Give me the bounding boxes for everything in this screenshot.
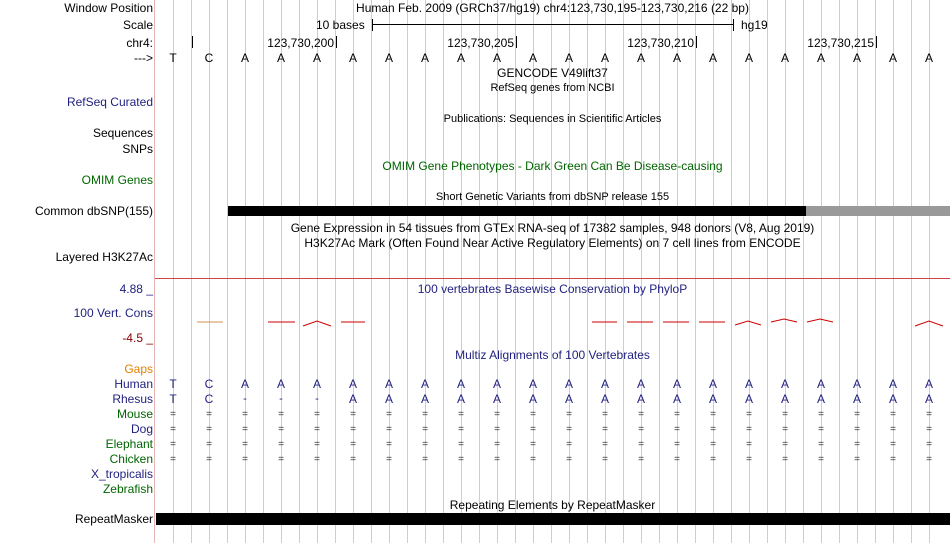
identity-marker: = [314,424,320,435]
identity-marker: = [746,409,752,420]
rhesus-base: C [204,392,214,406]
sequences-track-label[interactable]: Sequences [92,126,153,140]
identity-marker: = [746,439,752,450]
phylop-max-value: 4.88 _ [119,282,153,296]
identity-marker: = [638,454,644,465]
rhesus-base: - [279,393,283,405]
human-base: A [816,377,825,391]
sequence-base: A [384,51,393,65]
identity-marker: = [890,409,896,420]
zebrafish-species-label[interactable]: Zebrafish [102,482,153,496]
rhesus-base: A [744,392,753,406]
identity-marker: = [458,424,464,435]
human-base: A [636,377,645,391]
phylop-signal [155,312,950,332]
rhesus-base: A [852,392,861,406]
identity-marker: = [746,424,752,435]
identity-marker: = [458,454,464,465]
human-base: A [420,377,429,391]
omim-track-label[interactable]: OMIM Genes [81,173,153,187]
identity-marker: = [818,409,824,420]
phylop-peak [771,319,797,322]
identity-marker: = [206,439,212,450]
rhesus-base: A [672,392,681,406]
identity-marker: = [386,454,392,465]
phylop-peak [807,319,833,322]
identity-marker: = [278,439,284,450]
sequence-base: A [924,51,933,65]
identity-marker: = [494,409,500,420]
scale-bar [372,24,733,25]
identity-marker: = [710,439,716,450]
identity-marker: = [674,409,680,420]
ruler-tick [336,36,337,48]
identity-marker: = [278,424,284,435]
window-position-label: Window Position [64,1,153,15]
publications-track-title[interactable]: Publications: Sequences in Scientific Articles [443,113,662,125]
identity-marker: = [710,409,716,420]
sequence-base: A [708,51,717,65]
chrom-label: chr4: [126,36,153,50]
identity-marker: = [674,424,680,435]
identity-marker: = [926,439,932,450]
sequence-base: A [744,51,753,65]
sequence-base: T [169,51,177,65]
scale-bar-right-tick [733,19,734,31]
phylop-track-title[interactable]: 100 vertebrates Basewise Conservation by PhyloP [417,282,688,296]
identity-marker: = [206,409,212,420]
identity-marker: = [566,454,572,465]
phylop-peak [915,321,943,326]
ruler-tick [696,36,697,48]
identity-marker: = [638,424,644,435]
identity-marker: = [242,424,248,435]
identity-marker: = [530,454,536,465]
ruler-position-label: 123,730,215 [807,36,874,50]
identity-marker: = [818,424,824,435]
repeatmasker-track-title[interactable]: Repeating Elements by RepeatMasker [449,498,656,512]
rhesus-base: A [528,392,537,406]
sequence-base: A [672,51,681,65]
human-base: A [276,377,285,391]
identity-marker: = [386,424,392,435]
identity-marker: = [278,454,284,465]
identity-marker: = [170,439,176,450]
human-base: A [312,377,321,391]
identity-marker: = [350,409,356,420]
identity-marker: = [314,454,320,465]
identity-marker: = [242,439,248,450]
ruler-tick [876,36,877,48]
rhesus-base: A [600,392,609,406]
rhesus-base: - [243,393,247,405]
human-base: A [600,377,609,391]
conservation-track-label[interactable]: 100 Vert. Cons [73,306,153,320]
rhesus-base: A [924,392,933,406]
human-base: A [456,377,465,391]
omim-track-title[interactable]: OMIM Gene Phenotypes - Dark Green Can Be Disease-causing [382,159,723,173]
human-base: A [240,377,249,391]
ruler-tick [192,36,193,48]
identity-marker: = [530,409,536,420]
identity-marker: = [782,409,788,420]
identity-marker: = [710,454,716,465]
identity-marker: = [926,409,932,420]
dbsnp-track-label[interactable]: Common dbSNP(155) [34,204,153,218]
multiz-track-title[interactable]: Multiz Alignments of 100 Vertebrates [455,348,650,362]
scale-bar-left-tick [372,19,373,31]
identity-marker: = [710,424,716,435]
identity-marker: = [170,424,176,435]
identity-marker: = [458,409,464,420]
sequence-base: A [528,51,537,65]
identity-marker: = [566,409,572,420]
gencode-track-title[interactable]: GENCODE V49lift37 [497,66,608,80]
scale-label: Scale [122,18,153,32]
sequence-base: A [492,51,501,65]
identity-marker: = [890,439,896,450]
sequence-base: A [888,51,897,65]
sequence-base: A [564,51,573,65]
chicken-species-label[interactable]: Chicken [109,452,153,466]
identity-marker: = [566,424,572,435]
ruler-position-label: 123,730,200 [267,36,334,50]
gaps-track-label[interactable]: Gaps [124,362,153,376]
identity-marker: = [242,409,248,420]
identity-marker: = [602,424,608,435]
mouse-species-label[interactable]: Mouse [116,407,153,421]
human-base: A [744,377,753,391]
rhesus-base: A [348,392,357,406]
sequence-base: A [348,51,357,65]
human-base: A [672,377,681,391]
scale-bases-text: 10 bases [316,18,365,32]
refseq-track-label[interactable]: RefSeq Curated [66,95,153,109]
sequence-base: A [312,51,321,65]
sequence-base: A [456,51,465,65]
identity-marker: = [782,454,788,465]
human-base: A [384,377,393,391]
identity-marker: = [350,424,356,435]
human-base: A [924,377,933,391]
identity-marker: = [854,439,860,450]
sequence-base: A [600,51,609,65]
identity-marker: = [782,424,788,435]
human-base: A [528,377,537,391]
gtex-track-title[interactable]: Gene Expression in 54 tissues from GTEx RNA-seq of 17382 samples, 948 donors (V8, Aug 2019) [290,221,815,235]
identity-marker: = [422,454,428,465]
identity-marker: = [782,439,788,450]
identity-marker: = [566,439,572,450]
identity-marker: = [602,409,608,420]
identity-marker: = [890,454,896,465]
rhesus-species-label[interactable]: Rhesus [112,392,153,406]
human-base: A [708,377,717,391]
x-tropicalis-species-label[interactable]: X_tropicalis [90,467,153,481]
identity-marker: = [170,409,176,420]
rhesus-base: A [420,392,429,406]
identity-marker: = [314,439,320,450]
identity-marker: = [674,439,680,450]
identity-marker: = [818,439,824,450]
identity-marker: = [530,439,536,450]
identity-marker: = [926,454,932,465]
human-base: A [780,377,789,391]
identity-marker: = [422,409,428,420]
identity-marker: = [530,424,536,435]
identity-marker: = [206,454,212,465]
human-base: A [348,377,357,391]
identity-marker: = [854,424,860,435]
dbsnp-track-title[interactable]: Short Genetic Variants from dbSNP release 155 [435,191,670,203]
human-base: A [888,377,897,391]
identity-marker: = [818,454,824,465]
sequence-base: A [240,51,249,65]
identity-marker: = [314,409,320,420]
refseq-track-subtitle[interactable]: RefSeq genes from NCBI [490,82,615,94]
scale-assembly: hg19 [741,18,768,32]
rhesus-base: - [315,393,319,405]
identity-marker: = [746,454,752,465]
sequence-base: A [852,51,861,65]
phylop-peak [735,321,761,325]
sequence-base: A [636,51,645,65]
rhesus-base: A [636,392,645,406]
identity-marker: = [170,454,176,465]
identity-marker: = [854,454,860,465]
identity-marker: = [422,439,428,450]
rhesus-base: A [492,392,501,406]
strand-label: ---> [134,51,153,65]
human-base: C [204,377,214,391]
sequence-base: C [204,51,214,65]
rhesus-base: T [169,392,177,406]
identity-marker: = [350,454,356,465]
rhesus-base: A [780,392,789,406]
identity-marker: = [242,454,248,465]
identity-marker: = [926,424,932,435]
phylop-min-value: -4.5 _ [122,331,153,345]
identity-marker: = [278,409,284,420]
dbsnp-variant-block[interactable] [228,206,806,216]
rhesus-base: A [816,392,825,406]
human-base: T [169,377,177,391]
identity-marker: = [386,439,392,450]
ruler-position-label: 123,730,210 [627,36,694,50]
identity-marker: = [494,424,500,435]
h3k27-track-label[interactable]: Layered H3K27Ac [55,250,153,264]
dbsnp-variant-block-gray[interactable] [806,206,950,216]
identity-marker: = [638,409,644,420]
elephant-species-label[interactable]: Elephant [105,437,153,451]
human-base: A [852,377,861,391]
phylop-peak [303,321,331,326]
rhesus-base: A [384,392,393,406]
human-species-label[interactable]: Human [114,377,153,391]
sequence-base: A [816,51,825,65]
sequence-base: A [420,51,429,65]
sequence-base: A [276,51,285,65]
human-base: A [564,377,573,391]
identity-marker: = [350,439,356,450]
repeatmasker-block[interactable] [156,513,950,525]
ruler-position-label: 123,730,205 [447,36,514,50]
identity-marker: = [206,424,212,435]
h3k27-track-title[interactable]: H3K27Ac Mark (Often Found Near Active Regulatory Elements) on 7 cell lines from ENCODE [304,236,801,250]
dog-species-label[interactable]: Dog [130,422,153,436]
window-position-text: Human Feb. 2009 (GRCh37/hg19) chr4:123,730,195-123,730,216 (22 bp) [356,1,749,15]
identity-marker: = [494,439,500,450]
identity-marker: = [458,439,464,450]
identity-marker: = [674,454,680,465]
identity-marker: = [638,439,644,450]
rhesus-base: A [564,392,573,406]
identity-marker: = [890,424,896,435]
identity-marker: = [386,409,392,420]
identity-marker: = [854,409,860,420]
identity-marker: = [494,454,500,465]
identity-marker: = [602,454,608,465]
ruler-tick [516,36,517,48]
sequence-base: A [780,51,789,65]
rhesus-base: A [708,392,717,406]
snps-track-label[interactable]: SNPs [122,142,153,156]
track-separator-line [155,278,950,279]
repeatmasker-track-label[interactable]: RepeatMasker [74,512,153,526]
human-base: A [492,377,501,391]
rhesus-base: A [888,392,897,406]
identity-marker: = [422,424,428,435]
rhesus-base: A [456,392,465,406]
identity-marker: = [602,439,608,450]
